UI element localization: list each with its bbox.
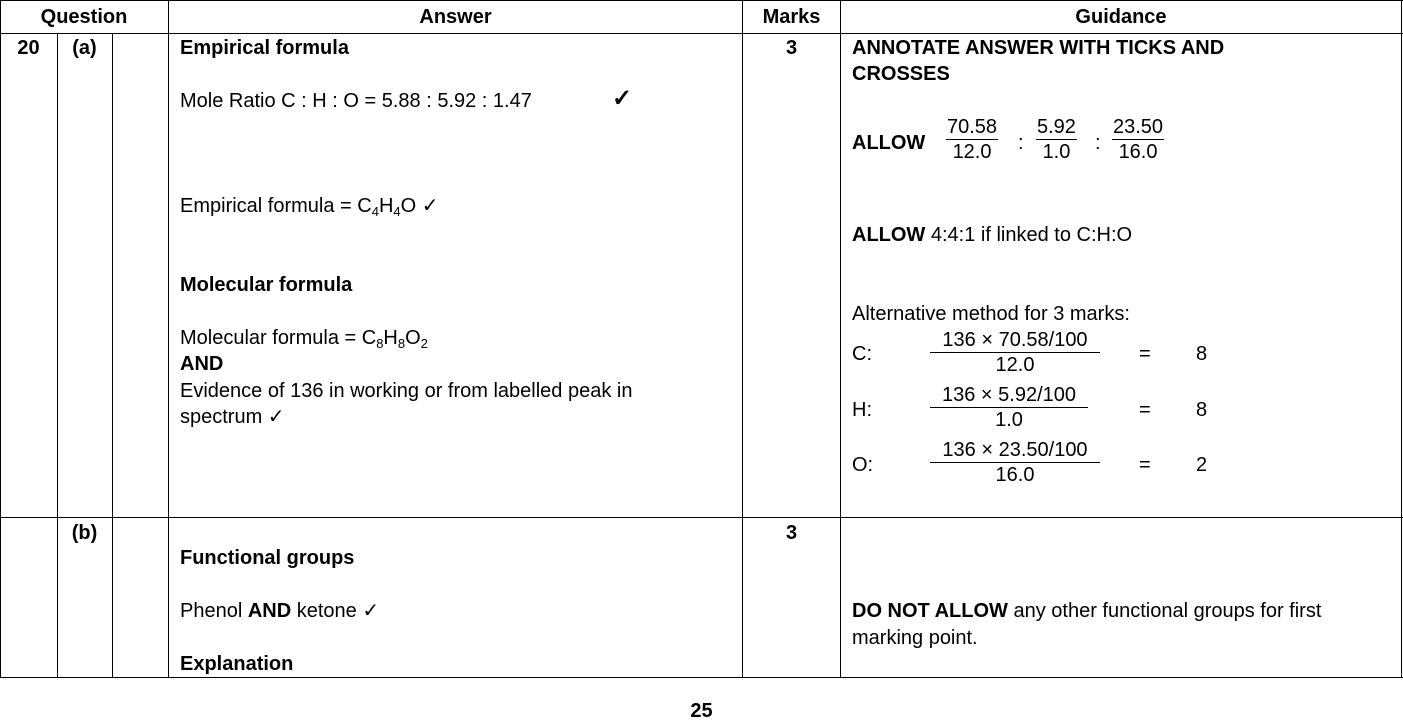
and-keyword: AND: [180, 353, 224, 375]
header-divider: [0, 33, 1403, 34]
empirical-formula: Empirical formula = $C_4H_4O$ ✓: [180, 195, 439, 219]
alt-label-o: O:: [852, 454, 874, 476]
header-guidance: Guidance: [1075, 6, 1167, 28]
page-number: 25: [690, 700, 713, 722]
ratio-colon-2: :: [1095, 132, 1101, 154]
fraction-hydrogen: $\frac{5.92}{1.0}$: [1037, 116, 1076, 163]
molecular-heading: Molecular formula: [180, 274, 353, 296]
allow-ratio: ALLOW 4:4:1 if linked to C:H:O: [852, 224, 1133, 246]
col-divider-answer: [742, 0, 743, 678]
evidence-line-1: Evidence of 136 in working or from labelled peak in: [180, 380, 633, 402]
ratio-colon-1: :: [1018, 132, 1024, 154]
question-part-a: (a): [72, 37, 97, 59]
question-part-b: (b): [71, 522, 98, 544]
annotate-line-1: ANNOTATE ANSWER WITH TICKS AND: [852, 37, 1225, 59]
alternative-method: Alternative method for 3 marks:: [852, 303, 1130, 325]
alt-label-c: C:: [852, 343, 872, 365]
alt-value-h: 8: [1196, 399, 1208, 421]
col-divider-q2: [112, 33, 113, 678]
col-divider-q1: [57, 33, 58, 678]
phenol-ketone: Phenol AND ketone ✓: [180, 600, 380, 622]
annotate-line-2: CROSSES: [852, 63, 950, 85]
guidance-b-line-2: marking point.: [852, 627, 978, 649]
alt-value-c: 8: [1196, 343, 1208, 365]
header-answer: Answer: [419, 6, 492, 28]
alt-equals-c: =: [1139, 343, 1151, 365]
col-divider-marks: [840, 0, 841, 678]
alt-value-o: 2: [1196, 454, 1208, 476]
functional-heading: Functional groups: [180, 547, 355, 569]
alt-equals-h: =: [1139, 399, 1151, 421]
alt-equals-o: =: [1139, 454, 1151, 476]
header-question: Question: [40, 6, 128, 28]
empirical-heading: Empirical formula: [180, 37, 349, 59]
alt-fraction-o: $\frac{136 \times 23.50/100}{16.0}$: [930, 438, 1100, 487]
fraction-oxygen: $\frac{23.50}{16.0}$: [1113, 116, 1164, 163]
table-border-bottom: [0, 677, 1403, 678]
allow-label: ALLOW: [852, 132, 926, 154]
header-marks: Marks: [762, 6, 821, 28]
guidance-b-line-1: DO NOT ALLOW any other functional groups for first: [852, 600, 1322, 622]
evidence-line-2: spectrum ✓: [180, 406, 285, 428]
table-border-left: [0, 0, 1, 678]
mole-ratio: Mole Ratio C : H : O = 5.88 : 5.92 : 1.47: [180, 90, 532, 112]
marks-a: 3: [785, 37, 798, 59]
molecular-formula: Molecular formula = $C_8H_8O_2$: [180, 327, 428, 351]
question-number: 20: [17, 37, 40, 59]
col-divider-question: [168, 0, 169, 678]
marks-b: 3: [785, 522, 798, 544]
tick-mark: ✓: [612, 85, 633, 112]
explanation-heading: Explanation: [180, 653, 294, 675]
alt-fraction-c: $\frac{136 \times 70.58/100}{12.0}$: [930, 328, 1100, 377]
alt-fraction-h: $\frac{136 \times 5.92/100}{1.0}$: [930, 383, 1088, 432]
row-divider: [0, 517, 1403, 518]
fraction-carbon: $\frac{70.58}{12.0}$: [947, 116, 998, 163]
table-border-right: [1401, 0, 1402, 678]
alt-label-h: H:: [852, 399, 872, 421]
table-border-top: [0, 0, 1403, 1]
